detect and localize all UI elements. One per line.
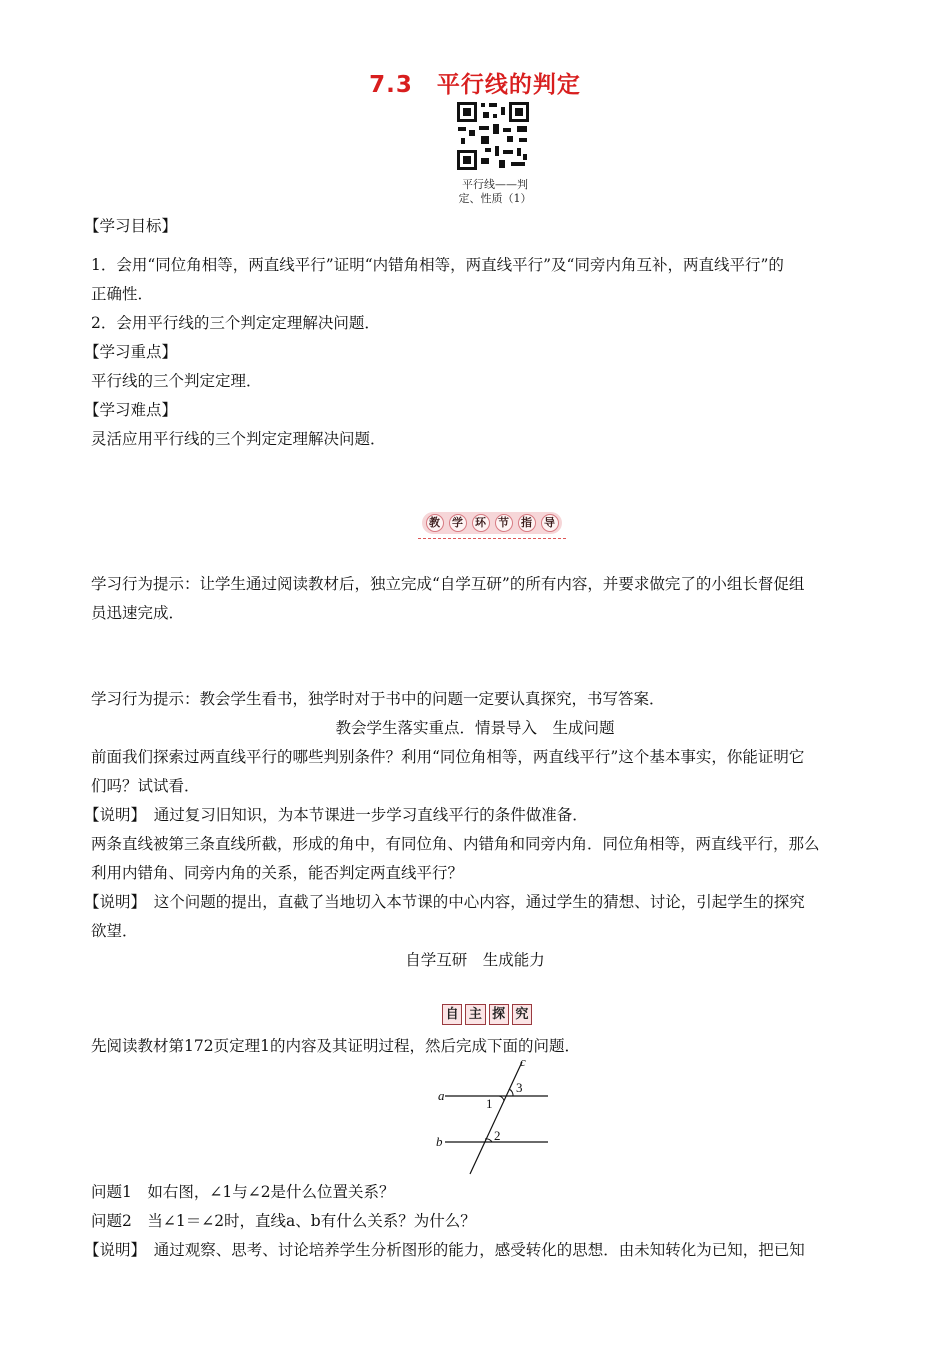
qr-caption-line: 平行线——判 — [462, 178, 528, 191]
banner-char: 教 — [426, 514, 444, 532]
section-title-self-study: 自学互研 生成能力 — [405, 951, 545, 969]
goal-item-1-cont: 正确性． — [91, 285, 154, 303]
banner-char: 指 — [518, 514, 536, 532]
explanation-note-2-cont: 欲望． — [91, 922, 138, 940]
banner-char: 环 — [472, 514, 490, 532]
angle-1-label: 1 — [486, 1096, 493, 1111]
difficulty-heading: 【学习难点】 — [84, 401, 178, 419]
question-paragraph-cont: 利用内错角、同旁内角的关系，能否判定两直线平行？ — [91, 864, 464, 882]
line-a-label: a — [438, 1088, 445, 1103]
tag-char: 探 — [489, 1004, 509, 1025]
tag-char: 自 — [442, 1004, 462, 1025]
qr-code[interactable] — [455, 100, 531, 172]
goal-item-2: 2．会用平行线的三个判定定理解决问题． — [91, 314, 380, 332]
explanation-note-3: 【说明】 通过观察、思考、讨论培养学生分析图形的能力，感受转化的思想．由未知转化为已知，把已知 — [84, 1241, 805, 1259]
angle-2-label: 2 — [494, 1128, 501, 1143]
intro-paragraph: 前面我们探索过两直线平行的哪些判别条件？利用“同位角相等，两直线平行”这个基本事实，你能证明它 — [91, 748, 805, 766]
teaching-guide-banner — [422, 512, 562, 534]
page-title: 7.3 平行线的判定 — [369, 72, 581, 98]
banner-char: 节 — [495, 514, 513, 532]
tag-char: 究 — [512, 1004, 532, 1025]
explanation-note-2: 【说明】 这个问题的提出，直截了当地切入本节课的中心内容，通过学生的猜想、讨论，引起学生的探究 — [84, 893, 805, 911]
angle-1-arc — [499, 1096, 504, 1101]
reading-instruction: 先阅读教材第172页定理1的内容及其证明过程，然后完成下面的问题． — [91, 1037, 580, 1055]
focus-heading: 【学习重点】 — [84, 343, 178, 361]
explanation-note-1: 【说明】 通过复习旧知识，为本节课进一步学习直线平行的条件做准备． — [84, 806, 588, 824]
banner-divider — [418, 538, 566, 539]
behavior-hint-1: 学习行为提示：让学生通过阅读教材后，独立完成“自学互研”的所有内容，并要求做完了的小组长督促组 — [91, 575, 805, 593]
goal-item-1: 1．会用“同位角相等，两直线平行”证明“内错角相等，两直线平行”及“同旁内角互补，两直线平行”的 — [91, 256, 784, 274]
focus-text: 平行线的三个判定定理． — [91, 372, 262, 390]
parallel-lines-figure — [430, 1054, 560, 1180]
behavior-hint-1-cont: 员迅速完成． — [91, 604, 185, 622]
question-1: 问题1 如右图，∠1与∠2是什么位置关系？ — [91, 1183, 395, 1201]
tag-char: 主 — [465, 1004, 485, 1025]
banner-char: 学 — [449, 514, 467, 532]
intro-paragraph-cont: 们吗？试试看． — [91, 777, 200, 795]
difficulty-text: 灵活应用平行线的三个判定定理解决问题． — [91, 430, 386, 448]
line-b-label: b — [436, 1134, 443, 1149]
goals-heading: 【学习目标】 — [84, 217, 178, 235]
banner-char: 导 — [541, 514, 559, 532]
self-exploration-tag — [442, 1004, 532, 1024]
qr-caption — [440, 178, 550, 206]
qr-caption-line: 定、性质（1） — [458, 192, 532, 205]
line-c-label: c — [520, 1054, 526, 1069]
line-c — [470, 1062, 522, 1174]
angle-3-label: 3 — [516, 1080, 523, 1095]
question-paragraph: 两条直线被第三条直线所截，形成的角中，有同位角、内错角和同旁内角．同位角相等，两直线平行，那么 — [91, 835, 820, 853]
behavior-hint-2: 学习行为提示：教会学生看书，独学时对于书中的问题一定要认真探究，书写答案． — [91, 690, 665, 708]
question-2: 问题2 当∠1＝∠2时，直线a、b有什么关系？为什么？ — [91, 1212, 476, 1230]
section-title-intro: 教会学生落实重点．情景导入 生成问题 — [335, 719, 615, 737]
